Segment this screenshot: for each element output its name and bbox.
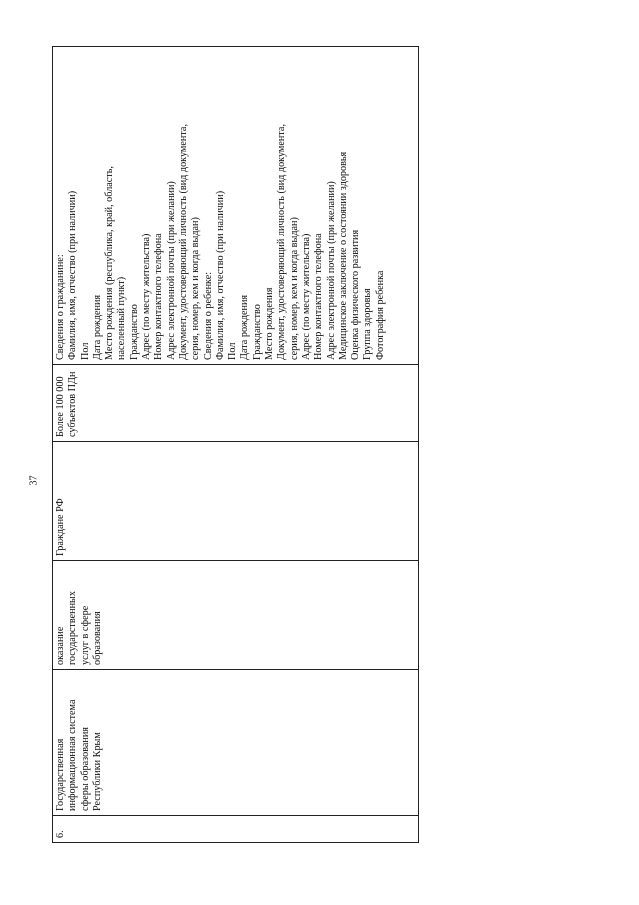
data-line: серия, номер, кем и когда выдан) [190, 217, 202, 360]
data-line: Место рождения (республика, край, область, [104, 166, 116, 360]
data-line: Группа здоровья [362, 288, 374, 360]
data-line: Адрес (по месту жительства) [300, 233, 312, 360]
data-line: Дата рождения [239, 294, 251, 360]
volume-cell: Более 100 000 субъектов ПДн [53, 365, 419, 442]
system-name-cell: Государственная информационная система сферы образования Республики Крым [53, 670, 419, 816]
data-line: Гражданство [251, 304, 263, 360]
data-line: Номер контактного телефона [313, 233, 325, 360]
data-line: Адрес электронной почты (при желании) [325, 181, 337, 360]
data-line: Оценка физического развития [350, 229, 362, 360]
data-line: Гражданство [128, 304, 140, 360]
data-line: Сведения о ребенке: [202, 271, 214, 360]
row-number-cell: 6. [53, 816, 419, 843]
registry-table [52, 46, 419, 843]
table-row [53, 47, 419, 843]
data-line: Фамилия, имя, отчество (при наличии) [67, 190, 79, 360]
data-line: Медицинское заключение о состоянии здоровья [337, 151, 349, 360]
data-line: Сведения о гражданине: [55, 254, 66, 360]
data-line: Адрес электронной почты (при желании) [165, 181, 177, 360]
page-number: 37 [28, 475, 40, 486]
purpose-cell: оказание государственных услуг в сфере образования [53, 561, 419, 670]
data-line: Документ, удостоверяющий личность (вид документа, [177, 124, 189, 360]
data-line: Фамилия, имя, отчество (при наличии) [214, 190, 226, 360]
data-line: Дата рождения [91, 294, 103, 360]
data-line: Адрес (по месту жительства) [141, 233, 153, 360]
data-line: Пол [79, 342, 91, 360]
data-line: Пол [227, 342, 239, 360]
data-line: серия, номер, кем и когда выдан) [288, 217, 300, 360]
data-line: населенный пункт) [116, 276, 128, 360]
data-line: Номер контактного телефона [153, 233, 165, 360]
data-line: Место рождения [264, 287, 276, 360]
subjects-cell: Граждане РФ [53, 442, 419, 561]
data-line: Фотография ребенка [374, 270, 386, 360]
data-line: Документ, удостоверяющий личность (вид документа, [276, 124, 288, 360]
personal-data-list-cell [53, 47, 419, 365]
